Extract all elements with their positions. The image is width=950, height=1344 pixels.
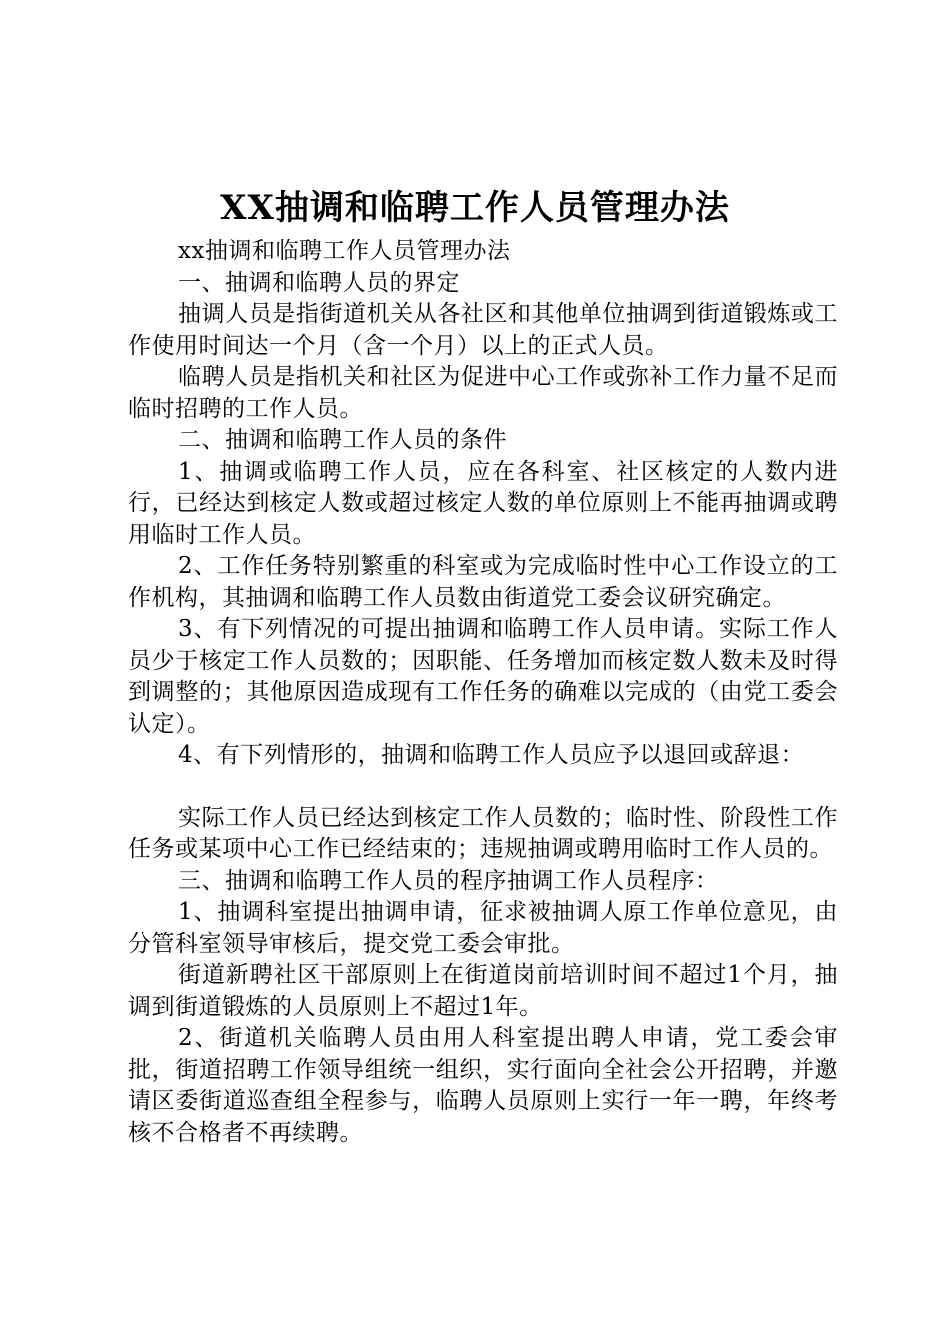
paragraph: 抽调人员是指街道机关从各社区和其他单位抽调到街道锻炼或工作使用时间达一个月（含一个月）以上的正式人员。 bbox=[128, 301, 838, 359]
paragraph-subtitle: xx抽调和临聘工作人员管理办法 bbox=[178, 238, 511, 264]
list-item-paragraph: 1、抽调科室提出抽调申请，征求被抽调人原工作单位意见，由分管科室领导审核后，提交党工委会审批。 bbox=[128, 899, 838, 957]
section-heading-2: 二、抽调和临聘工作人员的条件 bbox=[178, 427, 507, 453]
list-item-paragraph: 4、有下列情形的，抽调和临聘工作人员应予以退回或辞退： bbox=[178, 742, 805, 768]
list-item-paragraph: 3、有下列情况的可提出抽调和临聘工作人员申请。实际工作人员少于核定工作人员数的；因职能、任务增加而核定数人数未及时得到调整的；其他原因造成现有工作任务的确难以完成的（由党工委会认定）。 bbox=[128, 616, 838, 737]
paragraph: 街道新聘社区干部原则上在街道岗前培训时间不超过1个月，抽调到街道锻炼的人员原则上不超过1年。 bbox=[128, 962, 838, 1020]
section-heading-3: 三、抽调和临聘工作人员的程序抽调工作人员程序： bbox=[178, 867, 719, 894]
document-title: XX抽调和临聘工作人员管理办法 bbox=[220, 188, 730, 228]
list-item-paragraph: 2、街道机关临聘人员由用人科室提出聘人申请，党工委会审批，街道招聘工作领导组统一组织，实行面向全社会公开招聘，并邀请区委街道巡查组全程参与，临聘人员原则上实行一年一聘，年终考核不合格者不再续聘。 bbox=[128, 1025, 838, 1146]
paragraph: 实际工作人员已经达到核定工作人员数的；临时性、阶段性工作任务或某项中心工作已经结束的；违规抽调或聘用临时工作人员的。 bbox=[128, 804, 838, 862]
document-body bbox=[128, 236, 838, 1149]
list-item-paragraph: 1、抽调或临聘工作人员，应在各科室、社区核定的人数内进行，已经达到核定人数或超过核定人数的单位原则上不能再抽调或聘用临时工作人员。 bbox=[128, 458, 838, 548]
section-heading-1: 一、抽调和临聘人员的界定 bbox=[178, 269, 460, 296]
paragraph: 临聘人员是指机关和社区为促进中心工作或弥补工作力量不足而临时招聘的工作人员。 bbox=[128, 364, 838, 422]
list-item-paragraph: 2、工作任务特别繁重的科室或为完成临时性中心工作设立的工作机构，其抽调和临聘工作人员数由街道党工委会议研究确定。 bbox=[128, 553, 838, 611]
